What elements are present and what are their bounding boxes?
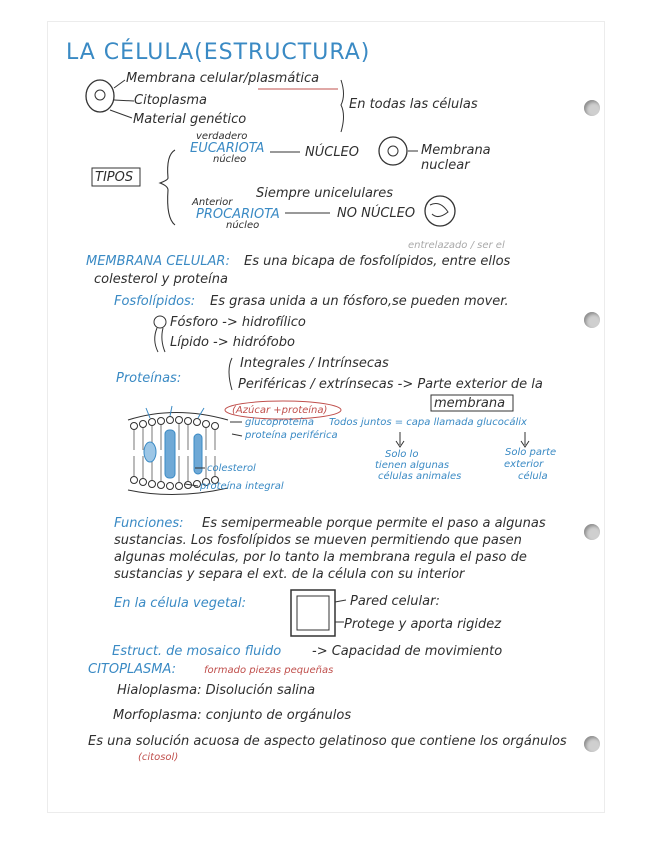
exterior-note-2: exterior (504, 459, 544, 470)
cell-wall-desc: Protege y aporta rigidez (344, 617, 502, 632)
unicellular-note: Siempre unicelulares (256, 186, 394, 201)
peripheral-protein-label: proteína periférica (245, 430, 338, 441)
prokaryote-word: PROCARIOTA (196, 207, 280, 222)
functions-line-3: algunas moléculas, por lo tanto la membrana regula el paso de (114, 550, 527, 565)
membrane-boxed-word: membrana (434, 396, 506, 411)
fluid-mosaic-result: -> Capacidad de movimiento (312, 644, 503, 659)
fluid-mosaic-label: Estruct. de mosaico fluido (112, 644, 282, 659)
eukaryote-result: NÚCLEO (305, 145, 360, 160)
glycocalyx-note: Todos juntos = capa llamada glucocálix (329, 417, 527, 428)
phosphate-head: Fósforo -> hidrofílico (170, 315, 306, 330)
nuclear-membrane-note: Membrana nuclear (421, 143, 491, 173)
cytosol-note: (citosol) (138, 752, 179, 763)
eukaryote-word: EUCARIOTA (190, 141, 265, 156)
exterior-note-3: célula (518, 471, 548, 482)
phospholipids-label: Fosfolípidos: (114, 294, 196, 309)
prokaryote-cell-sketch (425, 196, 455, 226)
morphoplasm-line: Morfoplasma: conjunto de orgánulos (113, 708, 352, 723)
animals-note-3: células animales (378, 471, 462, 482)
cell-sketch (86, 80, 114, 112)
plant-cell-label: En la célula vegetal: (114, 596, 246, 611)
integral-proteins: Integrales / Intrínsecas (240, 356, 389, 371)
page-title: LA CÉLULA(ESTRUCTURA) (66, 40, 371, 65)
cytoplasm-label: Citoplasma (134, 93, 207, 108)
genetic-material-label: Material genético (133, 112, 247, 127)
cell-wall-label: Pared celular: (350, 594, 440, 609)
nucleus-sketch (95, 90, 105, 100)
proteins-label: Proteínas: (116, 371, 182, 386)
membrane-line-2: colesterol y proteína (94, 272, 228, 287)
glycoprotein-label: glucoproteína (245, 417, 314, 428)
membrane-line-1: Es una bicapa de fosfolípidos, entre ellos (244, 254, 511, 269)
eukaryote-prefix: verdadero (196, 131, 248, 142)
hyaloplasm-line: Hialoplasma: Disolución salina (117, 683, 316, 698)
cytoplasm-annotation: formado piezas pequeñas (204, 665, 334, 676)
membrane-label: Membrana celular/plasmática (126, 71, 320, 86)
functions-label: Funciones: (114, 516, 184, 531)
functions-line-2: sustancias. Los fosfolípidos se mueven permitiendo que pasen (114, 533, 522, 548)
prokaryote-root: núcleo (226, 220, 260, 231)
membrane-heading: MEMBRANA CELULAR: (86, 254, 230, 269)
peripheral-proteins: Periféricas / extrínsecas -> Parte exterior de la (238, 377, 543, 392)
functions-line-1: Es semipermeable porque permite el paso a algunas (202, 516, 546, 531)
animals-note-1: Solo lo (385, 449, 419, 460)
exterior-note-1: Solo parte (505, 447, 557, 458)
types-label: TIPOS (95, 170, 134, 185)
membrane-annotation: entrelazado / ser el (408, 240, 505, 251)
plant-cell-wall-sketch (291, 590, 335, 636)
lipid-tail: Lípido -> hidrófobo (170, 335, 295, 350)
prokaryote-prefix: Anterior (192, 197, 233, 208)
integral-protein-label: proteína integral (200, 481, 284, 492)
cholesterol-label: colesterol (207, 463, 256, 474)
animals-note-2: tienen algunas (375, 460, 450, 471)
eukaryote-cell-sketch (379, 137, 407, 165)
cytoplasm-heading: CITOPLASMA: (88, 662, 177, 677)
sugar-note: (Azúcar +proteína) (232, 405, 328, 416)
all-cells-note: En todas las células (349, 97, 478, 112)
phospholipids-text: Es grasa unida a un fósforo,se pueden mover. (210, 294, 509, 309)
functions-line-4: sustancias y separa el ext. de la célula con su interior (114, 567, 465, 582)
prokaryote-result: NO NÚCLEO (337, 206, 416, 221)
eukaryote-root: núcleo (213, 154, 247, 165)
cytoplasm-summary: Es una solución acuosa de aspecto gelatinoso que contiene los orgánulos (88, 734, 567, 749)
